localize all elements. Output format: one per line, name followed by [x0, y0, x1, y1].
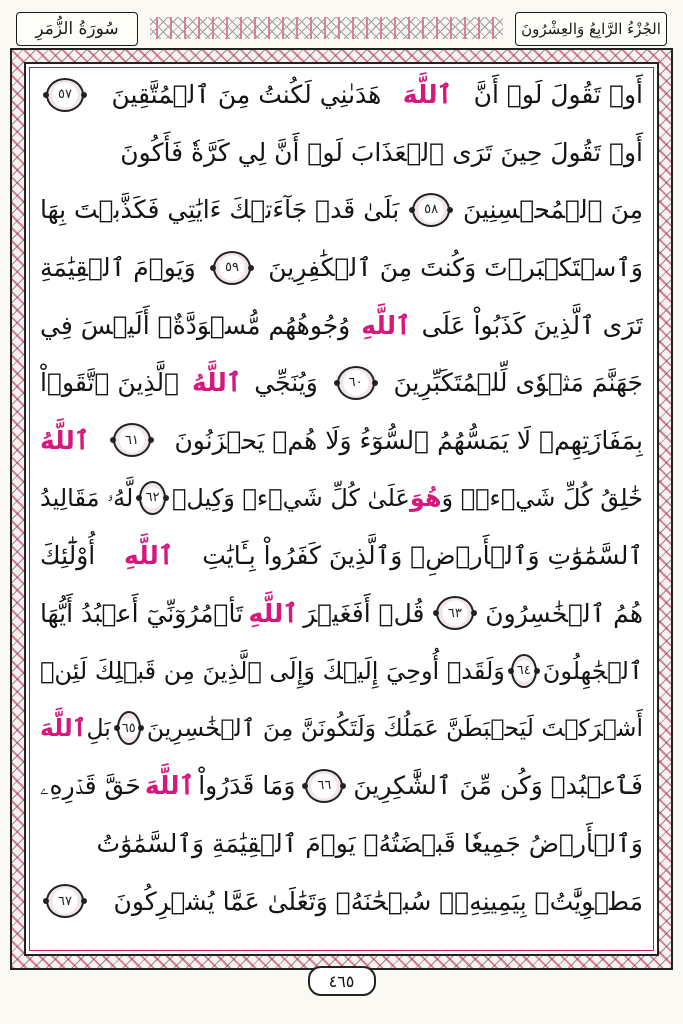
verse-line: [40, 872, 643, 930]
verse-text: وُجُوهُهُم مُّسۡوَدَّةٌۚ أَلَيۡسَ فِي: [40, 310, 351, 340]
juz-title: الجُزْءُ الرَّابِعُ وَالعِشْرُونَ: [521, 20, 661, 38]
verse-line: [40, 700, 643, 758]
verse-text: بِمَفَازَتِهِمۡ لَا يَمَسُّهُمُ ٱلسُّوٓءُ وَلَا هُمۡ يَحۡزَنُونَ: [174, 425, 643, 455]
surah-title: سُورَةُ الزُّمَرِ: [35, 19, 119, 39]
verse-line: [40, 469, 643, 527]
verse-line: [40, 239, 643, 297]
verse-text: وَٱلۡأَرۡضُ جَمِيعٗا قَبۡضَتُهُۥ يَوۡمَ ٱلۡقِيَٰمَةِ وَٱلسَّمَٰوَٰتُ: [96, 829, 643, 859]
verse-text: تَرَى ٱلَّذِينَ كَذَبُواْ عَلَى: [421, 310, 643, 340]
ayah-number-marker: ٥٨: [412, 193, 450, 227]
ayah-number-marker: ٥٩: [213, 251, 251, 285]
verse-text: خَٰلِقُ كُلِّ شَيۡءٖۖ وَ: [441, 483, 643, 512]
verse-text: ٱلۡجَٰهِلُونَ: [542, 656, 643, 685]
verse-line: [40, 527, 643, 585]
ayah-number-marker: ٥٧: [46, 78, 84, 112]
verse-text: جَهَنَّمَ مَثۡوٗى لِّلۡمُتَكَبِّرِينَ: [393, 368, 643, 398]
verse-line: [40, 642, 643, 700]
page-footer: [0, 964, 683, 1004]
surah-title-box: [16, 12, 138, 46]
verse-text: أَوۡ تَقُولَ حِينَ تَرَى ٱلۡعَذَابَ لَوۡ أَنَّ لِي كَرَّةٗ فَأَكُونَ: [120, 137, 643, 167]
verse-text: تَأۡمُرُوٓنِّيٓ أَعۡبُدُ أَيُّهَا: [40, 598, 244, 628]
verse-line: [40, 296, 643, 354]
verse-text: وَٱسۡتَكۡبَرۡتَ وَكُنتَ مِنَ ٱلۡكَٰفِرِينَ: [268, 253, 643, 283]
verse-text: أُوْلَٰٓئِكَ: [40, 541, 96, 571]
ayah-number-marker: ٦٦: [305, 769, 343, 803]
header-ornament: [150, 17, 503, 39]
ayah-number-marker: ٦١: [113, 423, 151, 457]
divine-name-text: ٱللَّهَ: [40, 714, 87, 743]
verse-text: مِنَ ٱلۡمُحۡسِنِينَ: [462, 195, 643, 225]
verse-line: [40, 354, 643, 412]
page-number: ٤٦٥: [328, 971, 355, 991]
divine-name-text: هُوَ: [409, 483, 442, 512]
page-header: [10, 8, 673, 50]
verse-lines: [40, 66, 643, 930]
verse-line: [40, 412, 643, 470]
divine-name-text: ٱللَّهِ: [361, 310, 411, 340]
ayah-number-marker: ٦٠: [337, 366, 375, 400]
verse-line: [40, 181, 643, 239]
verse-text: فَٱعۡبُدۡ وَكُن مِّنَ ٱلشَّٰكِرِينَ: [353, 771, 643, 801]
verse-line: [40, 815, 643, 873]
verse-text: مَطۡوِيَّٰتُۢ بِيَمِينِهِۦۚ سُبۡحَٰنَهُۥ وَتَعَٰلَىٰ عَمَّا يُشۡرِكُونَ: [113, 886, 643, 916]
verse-text: بَلَىٰ قَدۡ جَآءَتۡكَ ءَايَٰتِي فَكَذَّبۡتَ بِهَا: [40, 195, 400, 225]
ayah-number-marker: ٦٥: [117, 711, 141, 745]
divine-name-text: ٱللَّهُ: [40, 425, 90, 455]
verse-text: أَشۡرَكۡتَ لَيَحۡبَطَنَّ عَمَلُكَ وَلَتَكُونَنَّ مِنَ ٱلۡخَٰسِرِينَ: [146, 714, 643, 743]
verse-text: قُلۡ أَفَغَيۡرَ: [303, 598, 425, 628]
verse-text: حَقَّ قَدۡرِهِۦ: [40, 770, 141, 800]
verse-text: وَيُنَجِّي: [254, 368, 318, 398]
juz-title-box: [515, 12, 667, 46]
verse-text: وَيَوۡمَ ٱلۡقِيَٰمَةِ: [40, 253, 196, 283]
divine-name-text: ٱللَّهَ: [402, 80, 453, 110]
verse-text: ٱلسَّمَٰوَٰتِ وَٱلۡأَرۡضِۗ وَٱلَّذِينَ كَفَرُواْ بِـَٔايَٰتِ: [202, 541, 643, 571]
verse-text: وَمَا قَدَرُواْ: [198, 771, 296, 801]
verse-text: بَلِ: [86, 714, 111, 743]
verse-line: [40, 757, 643, 815]
divine-name-text: ٱللَّهِ: [248, 598, 298, 628]
divine-name-text: ٱللَّهُ: [192, 368, 242, 398]
verse-text: هُمُ ٱلۡخَٰسِرُونَ: [485, 598, 643, 628]
divine-name-text: ٱللَّهَ: [144, 771, 195, 801]
ayah-number-marker: ٦٧: [46, 884, 84, 918]
verse-line: [40, 584, 643, 642]
verse-line: [40, 124, 643, 182]
ayah-number-marker: ٦٣: [436, 596, 474, 630]
page-number-box: [308, 966, 376, 996]
divine-name-text: ٱللَّهِ: [124, 541, 174, 571]
verse-text: وَلَقَدۡ أُوحِيَ إِلَيۡكَ وَإِلَى ٱلَّذِينَ مِن قَبۡلِكَ لَئِنۡ: [40, 656, 505, 685]
verse-text: ٱلَّذِينَ ٱتَّقَوۡاْ: [40, 368, 180, 398]
verse-line: [40, 66, 643, 124]
ayah-number-marker: ٦٢: [139, 481, 166, 515]
verse-text: عَلَىٰ كُلِّ شَيۡءٖ وَكِيلٞ: [172, 483, 410, 512]
verse-text: أَوۡ تَقُولَ لَوۡ أَنَّ: [473, 80, 643, 110]
ayah-number-marker: ٦٤: [511, 654, 537, 688]
verse-text: هَدَىٰنِي لَكُنتُ مِنَ ٱلۡمُتَّقِينَ: [111, 80, 382, 110]
verse-text: لَّهُۥ مَقَالِيدُ: [40, 483, 134, 512]
